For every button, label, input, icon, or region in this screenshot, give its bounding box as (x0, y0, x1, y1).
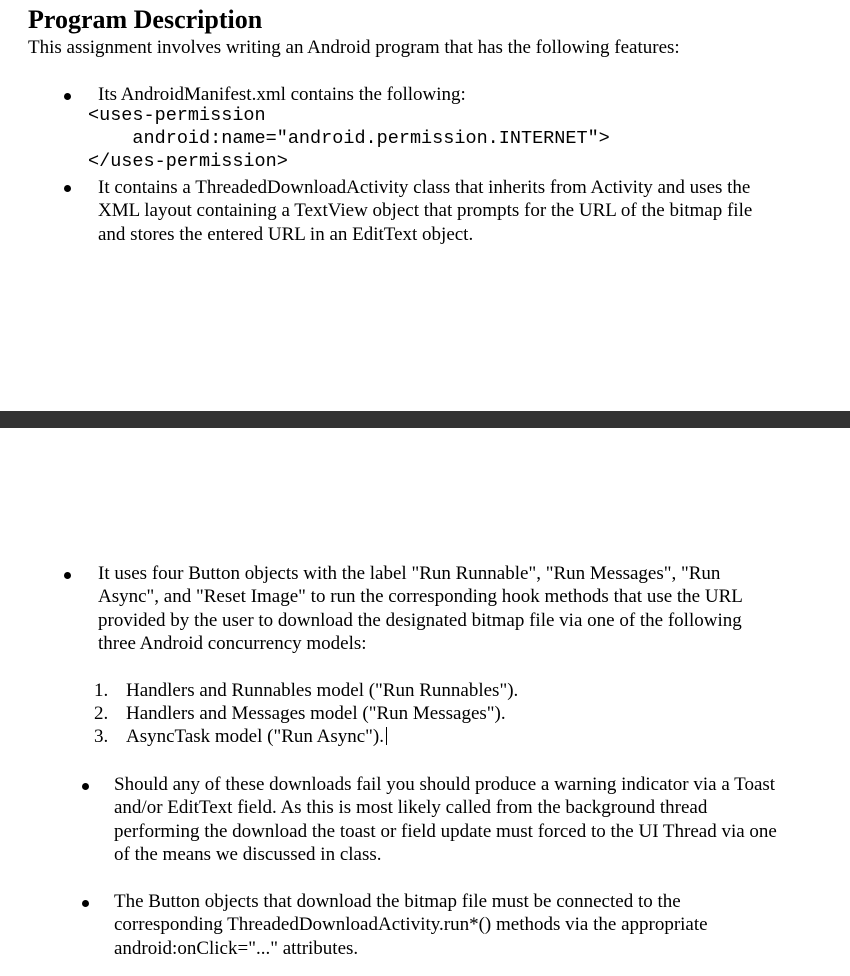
bullet-icon (64, 572, 71, 579)
bullet-icon (82, 900, 89, 907)
bullet-activity-text: It contains a ThreadedDownloadActivity class that inherits from Activity and uses the XML layout containing a TextView object that prompts for the URL of the bitmap file and stores the entered URL in an EditText object. (98, 177, 753, 245)
page-title: Program Description (28, 5, 263, 34)
bullet-failure-text: Should any of these downloads fail you should produce a warning indicator via a Toast and/or EditText field. As this is most likely called from the background thread performing the download the toast or field update must forced to the UI Thread via one of the means we discussed in class. (114, 774, 777, 865)
document-page-1 (0, 0, 850, 411)
code-line-close-tag: </uses-permission> (88, 151, 288, 172)
list-item-text: Handlers and Runnables model ("Run Runnables"). (126, 680, 519, 701)
list-item-number: 3. (94, 726, 109, 747)
bullet-icon (64, 93, 71, 100)
list-item-number: 1. (94, 680, 109, 701)
list-item-text: AsyncTask model ("Run Async"). (126, 726, 384, 747)
page-break-divider (0, 411, 850, 428)
bullet-manifest-text: Its AndroidManifest.xml contains the following: (98, 84, 466, 105)
code-line-attribute: android:name="android.permission.INTERNET"> (88, 128, 610, 149)
bullet-icon (82, 783, 89, 790)
intro-paragraph: This assignment involves writing an Android program that has the following features: (28, 37, 680, 58)
bullet-icon (64, 185, 71, 192)
document-page-2 (0, 428, 850, 976)
list-item-text: Handlers and Messages model ("Run Messages"). (126, 703, 506, 724)
bullet-onclick-text: The Button objects that download the bitmap file must be connected to the corresponding ThreadedDownloadActivity.run*() methods via the appropriate android:onClick="..." attributes. (114, 891, 708, 959)
list-item-number: 2. (94, 703, 109, 724)
text-cursor (386, 727, 388, 745)
code-line-open-tag: <uses-permission (88, 105, 266, 126)
bullet-buttons-text: It uses four Button objects with the label "Run Runnable", "Run Messages", "Run Async", and "Reset Image" to run the corresponding hook methods that use the URL provided by the user to download the designated bitmap file via one of the following three Android concurrency models: (98, 563, 743, 654)
list-item-text-with-cursor (126, 725, 387, 748)
